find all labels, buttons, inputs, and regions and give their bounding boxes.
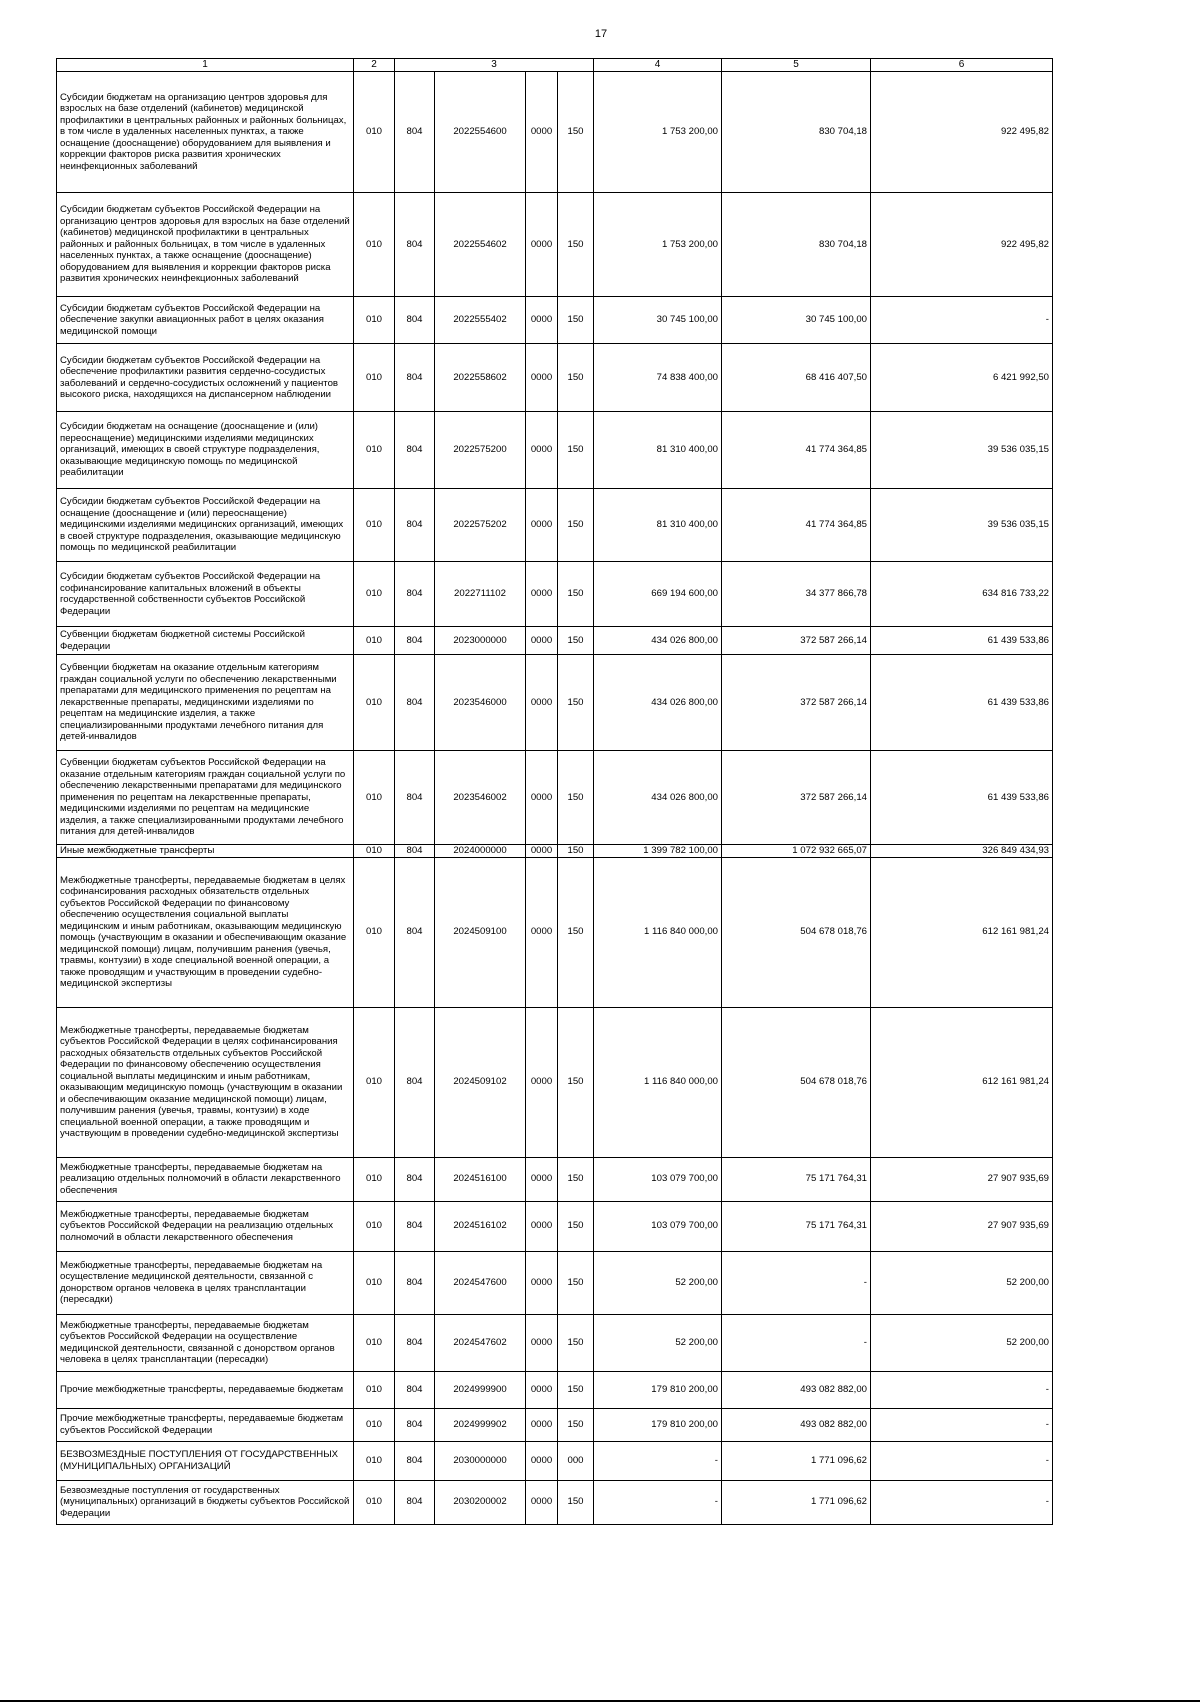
row-name: Межбюджетные трансферты, передаваемые бюджетам в целях софинансирования расходных обязательств отдельных субъектов Российской Федерации по финансовому обеспечению осуществления социальной выплаты медицинским и иным работникам, оказывающим медицинскую помощь (участвующим в оказании и обеспечивающим оказание медицинской помощи) лицам, получившим ранения (увечья, травмы, контузии) в ходе специальной военной операции, а также проводящим и участвующим в проведении судебно-медицинской экспертизы	[57, 857, 354, 1007]
row-admin-code: 010	[354, 1441, 395, 1480]
row-kbk-code: 2030000000	[435, 1441, 526, 1480]
row-subcode: 0000	[526, 562, 558, 627]
row-admin-code: 010	[354, 627, 395, 655]
row-admin-code: 010	[354, 489, 395, 562]
table-row	[57, 562, 1053, 627]
row-value-col-4: 81 310 400,00	[594, 412, 722, 489]
row-value-col-5: 34 377 866,78	[722, 562, 871, 627]
row-value-col-6: -	[871, 297, 1053, 344]
row-name: Безвозмездные поступления от государственных (муниципальных) организаций в бюджеты субъектов Российской Федерации	[57, 1480, 354, 1524]
row-admin-code: 010	[354, 562, 395, 627]
table-row	[57, 751, 1053, 845]
row-value-col-6: 61 439 533,86	[871, 627, 1053, 655]
row-value-col-5: 493 082 882,00	[722, 1408, 871, 1441]
row-kbk-code: 2024999902	[435, 1408, 526, 1441]
row-value-col-6: -	[871, 1371, 1053, 1408]
row-value-col-5: 372 587 266,14	[722, 751, 871, 845]
row-value-col-6: 27 907 935,69	[871, 1157, 1053, 1201]
row-kosgu-code: 150	[558, 1201, 594, 1251]
row-kbk-code: 2022555402	[435, 297, 526, 344]
row-value-col-4: 81 310 400,00	[594, 489, 722, 562]
row-admin-code: 010	[354, 1007, 395, 1157]
row-name: Иные межбюджетные трансферты	[57, 845, 354, 858]
table-row	[57, 1441, 1053, 1480]
row-chapter-code: 804	[395, 412, 435, 489]
row-kbk-code: 2024516102	[435, 1201, 526, 1251]
row-kosgu-code: 150	[558, 1251, 594, 1314]
row-value-col-4: 179 810 200,00	[594, 1371, 722, 1408]
row-kosgu-code: 150	[558, 1408, 594, 1441]
row-value-col-4: 103 079 700,00	[594, 1201, 722, 1251]
row-subcode: 0000	[526, 1201, 558, 1251]
row-value-col-6: -	[871, 1408, 1053, 1441]
row-chapter-code: 804	[395, 72, 435, 193]
header-col-5: 5	[722, 59, 871, 72]
row-kbk-code: 2024516100	[435, 1157, 526, 1201]
row-subcode: 0000	[526, 1314, 558, 1371]
table-row	[57, 1007, 1053, 1157]
row-admin-code: 010	[354, 412, 395, 489]
row-chapter-code: 804	[395, 1157, 435, 1201]
row-name: Субсидии бюджетам на организацию центров здоровья для взрослых на базе отделений (кабинетов) медицинской профилактики в центральных районных и районных больницах, в том числе в удаленных населенных пунктах, а также оснащение (дооснащение) оборудованием для выявления и коррекции факторов риска развития хронических неинфекционных заболеваний	[57, 72, 354, 193]
row-value-col-4: -	[594, 1480, 722, 1524]
row-subcode: 0000	[526, 857, 558, 1007]
row-value-col-6: -	[871, 1441, 1053, 1480]
row-value-col-6: 634 816 733,22	[871, 562, 1053, 627]
header-col-3: 3	[395, 59, 594, 72]
row-kosgu-code: 150	[558, 1314, 594, 1371]
row-value-col-5: 41 774 364,85	[722, 412, 871, 489]
row-value-col-5: 504 678 018,76	[722, 857, 871, 1007]
row-value-col-5: 68 416 407,50	[722, 344, 871, 412]
row-value-col-5: -	[722, 1314, 871, 1371]
row-value-col-4: 1 399 782 100,00	[594, 845, 722, 858]
row-subcode: 0000	[526, 1007, 558, 1157]
row-kbk-code: 2024509100	[435, 857, 526, 1007]
row-kbk-code: 2024547600	[435, 1251, 526, 1314]
row-value-col-4: 1 116 840 000,00	[594, 1007, 722, 1157]
row-subcode: 0000	[526, 1480, 558, 1524]
row-subcode: 0000	[526, 297, 558, 344]
row-kosgu-code: 150	[558, 857, 594, 1007]
table-row	[57, 1371, 1053, 1408]
row-value-col-6: 39 536 035,15	[871, 412, 1053, 489]
row-chapter-code: 804	[395, 193, 435, 297]
row-value-col-6: 61 439 533,86	[871, 655, 1053, 751]
row-kbk-code: 2024547602	[435, 1314, 526, 1371]
row-subcode: 0000	[526, 1251, 558, 1314]
row-kosgu-code: 150	[558, 297, 594, 344]
row-value-col-6: 922 495,82	[871, 72, 1053, 193]
row-kbk-code: 2024509102	[435, 1007, 526, 1157]
row-value-col-5: -	[722, 1251, 871, 1314]
row-value-col-6: 52 200,00	[871, 1251, 1053, 1314]
row-chapter-code: 804	[395, 1371, 435, 1408]
table-row	[57, 1314, 1053, 1371]
row-value-col-4: 30 745 100,00	[594, 297, 722, 344]
row-value-col-5: 1 771 096,62	[722, 1480, 871, 1524]
row-value-col-6: 612 161 981,24	[871, 1007, 1053, 1157]
row-kosgu-code: 000	[558, 1441, 594, 1480]
row-kbk-code: 2022558602	[435, 344, 526, 412]
row-chapter-code: 804	[395, 562, 435, 627]
row-kosgu-code: 150	[558, 751, 594, 845]
table-row	[57, 297, 1053, 344]
row-name: Межбюджетные трансферты, передаваемые бюджетам субъектов Российской Федерации в целях софинансирования расходных обязательств отдельных субъектов Российской Федерации по финансовому обеспечению осуществления социальной выплаты медицинским и иным работникам, оказывающим медицинскую помощь (участвующим в оказании и обеспечивающим оказание медицинской помощи) лицам, получившим ранения (увечья, травмы, контузии) в ходе специальной военной операции, а также проводящим и участвующим в проведении судебно-медицинской экспертизы	[57, 1007, 354, 1157]
row-name: Межбюджетные трансферты, передаваемые бюджетам субъектов Российской Федерации на реализацию отдельных полномочий в области лекарственного обеспечения	[57, 1201, 354, 1251]
table-row	[57, 655, 1053, 751]
row-name: Субвенции бюджетам на оказание отдельным категориям граждан социальной услуги по обеспечению лекарственными препаратами для медицинского применения по рецептам на лекарственные препараты, медицинскими изделиями по рецептам на медицинские изделия, а также специализированными продуктами лечебного питания для детей-инвалидов	[57, 655, 354, 751]
row-name: Субсидии бюджетам субъектов Российской Федерации на организацию центров здоровья для взрослых на базе отделений (кабинетов) медицинской профилактики в центральных районных и районных больницах, в том числе в удаленных населенных пунктах, а также оснащение (дооснащение) оборудованием для выявления и коррекции факторов риска развития хронических неинфекционных заболеваний	[57, 193, 354, 297]
row-subcode: 0000	[526, 627, 558, 655]
table-row	[57, 845, 1053, 858]
row-chapter-code: 804	[395, 1408, 435, 1441]
row-subcode: 0000	[526, 193, 558, 297]
row-admin-code: 010	[354, 1251, 395, 1314]
row-chapter-code: 804	[395, 845, 435, 858]
page-number: 17	[594, 28, 608, 40]
row-admin-code: 010	[354, 72, 395, 193]
row-value-col-4: 103 079 700,00	[594, 1157, 722, 1201]
row-name: Субсидии бюджетам субъектов Российской Федерации на обеспечение закупки авиационных работ в целях оказания медицинской помощи	[57, 297, 354, 344]
row-chapter-code: 804	[395, 1007, 435, 1157]
table-row	[57, 1251, 1053, 1314]
row-value-col-4: 1 753 200,00	[594, 193, 722, 297]
row-value-col-6: 52 200,00	[871, 1314, 1053, 1371]
row-subcode: 0000	[526, 1408, 558, 1441]
row-chapter-code: 804	[395, 1480, 435, 1524]
row-value-col-5: 75 171 764,31	[722, 1157, 871, 1201]
row-subcode: 0000	[526, 1157, 558, 1201]
row-value-col-6: 39 536 035,15	[871, 489, 1053, 562]
row-kbk-code: 2023546000	[435, 655, 526, 751]
row-chapter-code: 804	[395, 1201, 435, 1251]
table-row	[57, 344, 1053, 412]
row-kbk-code: 2022711102	[435, 562, 526, 627]
row-value-col-5: 830 704,18	[722, 72, 871, 193]
row-kbk-code: 2022575200	[435, 412, 526, 489]
row-admin-code: 010	[354, 1408, 395, 1441]
table-row	[57, 412, 1053, 489]
row-value-col-4: 434 026 800,00	[594, 751, 722, 845]
row-subcode: 0000	[526, 1441, 558, 1480]
header-col-2: 2	[354, 59, 395, 72]
row-value-col-4: 434 026 800,00	[594, 655, 722, 751]
row-chapter-code: 804	[395, 489, 435, 562]
row-chapter-code: 804	[395, 344, 435, 412]
header-col-1: 1	[57, 59, 354, 72]
row-value-col-5: 830 704,18	[722, 193, 871, 297]
row-admin-code: 010	[354, 344, 395, 412]
row-value-col-5: 372 587 266,14	[722, 655, 871, 751]
row-value-col-5: 75 171 764,31	[722, 1201, 871, 1251]
row-kbk-code: 2023546002	[435, 751, 526, 845]
row-value-col-4: 179 810 200,00	[594, 1408, 722, 1441]
row-name: Субвенции бюджетам бюджетной системы Российской Федерации	[57, 627, 354, 655]
row-kosgu-code: 150	[558, 845, 594, 858]
row-value-col-4: 74 838 400,00	[594, 344, 722, 412]
row-value-col-6: 61 439 533,86	[871, 751, 1053, 845]
row-subcode: 0000	[526, 751, 558, 845]
row-admin-code: 010	[354, 655, 395, 751]
row-admin-code: 010	[354, 845, 395, 858]
table-row	[57, 1157, 1053, 1201]
row-kosgu-code: 150	[558, 655, 594, 751]
header-col-4: 4	[594, 59, 722, 72]
row-subcode: 0000	[526, 412, 558, 489]
row-name: Субсидии бюджетам субъектов Российской Федерации на оснащение (дооснащение и (или) переоснащение) медицинскими изделиями медицинских организаций, имеющих в своей структуре подразделения, оказывающие медицинскую помощь по медицинской реабилитации	[57, 489, 354, 562]
row-value-col-4: -	[594, 1441, 722, 1480]
row-value-col-4: 1 116 840 000,00	[594, 857, 722, 1007]
row-name: Межбюджетные трансферты, передаваемые бюджетам на реализацию отдельных полномочий в области лекарственного обеспечения	[57, 1157, 354, 1201]
row-name: БЕЗВОЗМЕЗДНЫЕ ПОСТУПЛЕНИЯ ОТ ГОСУДАРСТВЕННЫХ (МУНИЦИПАЛЬНЫХ) ОРГАНИЗАЦИЙ	[57, 1441, 354, 1480]
row-subcode: 0000	[526, 72, 558, 193]
row-value-col-6: 922 495,82	[871, 193, 1053, 297]
row-name: Субвенции бюджетам субъектов Российской Федерации на оказание отдельным категориям граждан социальной услуги по обеспечению лекарственными препаратами для медицинского применения по рецептам на лекарственные препараты, медицинскими изделиями по рецептам на медицинские изделия, а также специализированными продуктами лечебного питания для детей-инвалидов	[57, 751, 354, 845]
row-value-col-5: 504 678 018,76	[722, 1007, 871, 1157]
row-value-col-5: 30 745 100,00	[722, 297, 871, 344]
header-row	[57, 59, 1053, 72]
row-name: Прочие межбюджетные трансферты, передаваемые бюджетам субъектов Российской Федерации	[57, 1408, 354, 1441]
row-value-col-5: 1 072 932 665,07	[722, 845, 871, 858]
row-value-col-6: 326 849 434,93	[871, 845, 1053, 858]
row-value-col-4: 434 026 800,00	[594, 627, 722, 655]
row-name: Субсидии бюджетам на оснащение (дооснащение и (или) переоснащение) медицинскими изделиями медицинских организаций, имеющих в своей структуре подразделения, оказывающие медицинскую помощь по медицинской реабилитации	[57, 412, 354, 489]
row-subcode: 0000	[526, 845, 558, 858]
row-value-col-5: 1 771 096,62	[722, 1441, 871, 1480]
row-kbk-code: 2030200002	[435, 1480, 526, 1524]
table-row	[57, 857, 1053, 1007]
table-row	[57, 1480, 1053, 1524]
row-name: Межбюджетные трансферты, передаваемые бюджетам на осуществление медицинской деятельности, связанной с донорством органов человека в целях трансплантации (пересадки)	[57, 1251, 354, 1314]
row-value-col-4: 52 200,00	[594, 1251, 722, 1314]
header-col-6: 6	[871, 59, 1053, 72]
row-chapter-code: 804	[395, 655, 435, 751]
row-kbk-code: 2024000000	[435, 845, 526, 858]
table-row	[57, 489, 1053, 562]
row-admin-code: 010	[354, 1157, 395, 1201]
row-kosgu-code: 150	[558, 1007, 594, 1157]
row-value-col-4: 52 200,00	[594, 1314, 722, 1371]
row-admin-code: 010	[354, 751, 395, 845]
row-kosgu-code: 150	[558, 1371, 594, 1408]
row-kosgu-code: 150	[558, 344, 594, 412]
row-kbk-code: 2022575202	[435, 489, 526, 562]
row-admin-code: 010	[354, 193, 395, 297]
row-kbk-code: 2024999900	[435, 1371, 526, 1408]
row-subcode: 0000	[526, 1371, 558, 1408]
row-admin-code: 010	[354, 1371, 395, 1408]
row-kbk-code: 2022554600	[435, 72, 526, 193]
row-value-col-5: 493 082 882,00	[722, 1371, 871, 1408]
row-name: Субсидии бюджетам субъектов Российской Федерации на софинансирование капитальных вложений в объекты государственной собственности субъектов Российской Федерации	[57, 562, 354, 627]
row-kosgu-code: 150	[558, 72, 594, 193]
row-kosgu-code: 150	[558, 489, 594, 562]
table-row	[57, 1408, 1053, 1441]
row-chapter-code: 804	[395, 1251, 435, 1314]
row-kosgu-code: 150	[558, 1157, 594, 1201]
row-name: Межбюджетные трансферты, передаваемые бюджетам субъектов Российской Федерации на осуществление медицинской деятельности, связанной с донорством органов человека в целях трансплантации (пересадки)	[57, 1314, 354, 1371]
row-admin-code: 010	[354, 1201, 395, 1251]
row-value-col-6: 6 421 992,50	[871, 344, 1053, 412]
row-chapter-code: 804	[395, 1314, 435, 1371]
row-name: Субсидии бюджетам субъектов Российской Федерации на обеспечение профилактики развития сердечно-сосудистых заболеваний и сердечно-сосудистых осложнений у пациентов высокого риска, находящихся на диспансерном наблюдении	[57, 344, 354, 412]
row-admin-code: 010	[354, 1314, 395, 1371]
row-kosgu-code: 150	[558, 412, 594, 489]
row-chapter-code: 804	[395, 751, 435, 845]
row-subcode: 0000	[526, 489, 558, 562]
row-kosgu-code: 150	[558, 193, 594, 297]
row-value-col-6: 27 907 935,69	[871, 1201, 1053, 1251]
row-value-col-4: 669 194 600,00	[594, 562, 722, 627]
row-subcode: 0000	[526, 655, 558, 751]
budget-table	[56, 58, 1053, 1525]
row-chapter-code: 804	[395, 297, 435, 344]
row-kbk-code: 2023000000	[435, 627, 526, 655]
row-kosgu-code: 150	[558, 1480, 594, 1524]
row-value-col-5: 41 774 364,85	[722, 489, 871, 562]
row-name: Прочие межбюджетные трансферты, передаваемые бюджетам	[57, 1371, 354, 1408]
row-admin-code: 010	[354, 1480, 395, 1524]
row-kbk-code: 2022554602	[435, 193, 526, 297]
table-row	[57, 627, 1053, 655]
row-chapter-code: 804	[395, 627, 435, 655]
table-row	[57, 72, 1053, 193]
row-value-col-6: 612 161 981,24	[871, 857, 1053, 1007]
table-row	[57, 1201, 1053, 1251]
table-row	[57, 193, 1053, 297]
row-admin-code: 010	[354, 857, 395, 1007]
row-chapter-code: 804	[395, 857, 435, 1007]
row-kosgu-code: 150	[558, 627, 594, 655]
row-subcode: 0000	[526, 344, 558, 412]
row-value-col-5: 372 587 266,14	[722, 627, 871, 655]
row-chapter-code: 804	[395, 1441, 435, 1480]
row-admin-code: 010	[354, 297, 395, 344]
row-kosgu-code: 150	[558, 562, 594, 627]
row-value-col-4: 1 753 200,00	[594, 72, 722, 193]
row-value-col-6: -	[871, 1480, 1053, 1524]
